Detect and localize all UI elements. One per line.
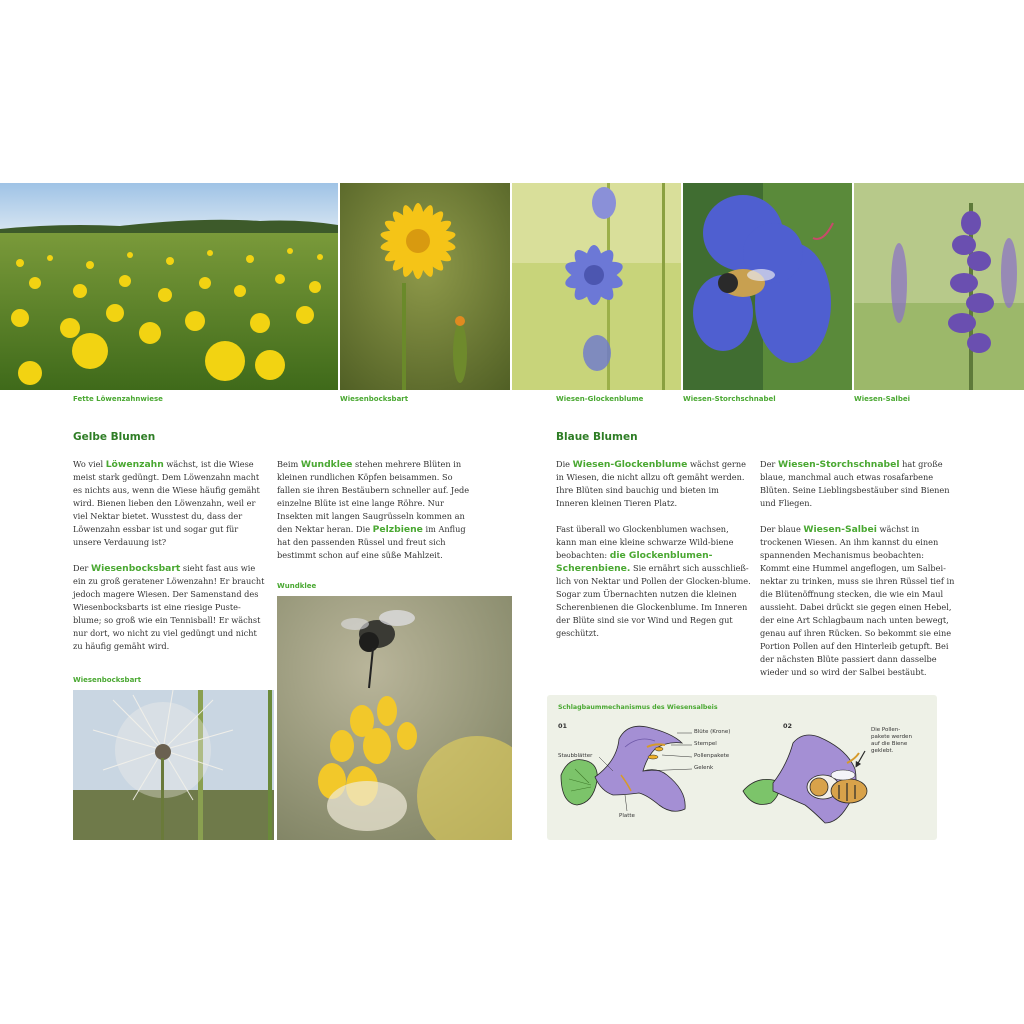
photo-harebell bbox=[512, 183, 681, 390]
sage-flower-step-1 bbox=[561, 726, 692, 811]
caption-goatsbeard-seedhead: Wiesenbocksbart bbox=[73, 676, 142, 684]
text-left-column-1 bbox=[73, 458, 268, 666]
label-joint: Gelenk bbox=[694, 765, 714, 771]
heading-blue-flowers: Blaue Blumen bbox=[556, 431, 638, 443]
caption-meadow-sage: Wiesen-Salbei bbox=[854, 395, 910, 403]
paragraph-dandelion: Wo viel Löwenzahn wächst, ist die Wiese meist stark gedüngt. Dem Löwenzahn macht es nichts aus, wenn die Wiese häufig gemäht wird. Bienen lieben den Löwenzahn, weil er viel Nektar bietet. Wusstest du, dass der Löwenzahn essbar ist und sogar gut für unsere Verdauung ist? bbox=[73, 459, 260, 547]
highlight-dandelion: Löwenzahn bbox=[105, 459, 164, 470]
diagram-step-1: 01 bbox=[558, 722, 568, 730]
diagram-illustration bbox=[547, 695, 937, 840]
photo-cranesbill-bee bbox=[683, 183, 852, 390]
caption-goatsbeard: Wiesenbocksbart bbox=[340, 395, 409, 403]
caption-cranesbill: Wiesen-Storchschnabel bbox=[683, 395, 776, 403]
paragraph-goatsbeard: Der Wiesenbocksbart sieht fast aus wie ein zu groß geratener Löwenzahn! Er braucht jedoch magere Wiesen. Der Samenstand des Wiesenbocksbarts ist eine riesige Puste-blume; so groß wie ein Tennisball! Er wächst nur dort, wo nicht zu viel gedüngt und nicht zu häufig gemäht wird. bbox=[73, 563, 265, 651]
highlight-goatsbeard: Wiesenbocksbart bbox=[90, 563, 181, 574]
caption-kidney-vetch: Wundklee bbox=[277, 582, 317, 590]
label-flower-crown: Blüte (Krone) bbox=[694, 729, 731, 735]
photo-goatsbeard-seedhead bbox=[73, 690, 274, 840]
heading-yellow-flowers: Gelbe Blumen bbox=[73, 431, 156, 443]
paragraph-meadow-sage: Der blaue Wiesen-Salbei wächst in trockenen Wiesen. An ihm kannst du einen spannenden Mechanismus beobachten: Kommt eine Hummel angeflogen, um Salbei-nektar zu trinken, muss sie ihren Rüssel tief in die Blütenöffnung stecken, die wie ein Maul aussieht. Dabei drückt sie gegen einen Hebel, der eine Art Schlagbaum nach unten bewegt, genau auf ihren Rücken. So bekommt sie eine Portion Pollen auf den Hinterleib getupft. Bei der nächsten Blüte passiert dann dasselbe wieder und so wird der Salbei bestäubt. bbox=[760, 524, 955, 677]
highlight-fur-bee: Pelzbiene bbox=[372, 524, 423, 535]
photo-kidney-vetch-bee bbox=[277, 596, 512, 840]
paragraph-scissor-bee: Fast überall wo Glockenblumen wachsen, kann man eine kleine schwarze Wild-biene beobachten: die Glockenblumen-Scherenbiene. Sie ernährt sich ausschließ-lich von Nektar und Pollen der Glocken-blume. Sogar zum Übernachten nutzen die kleinen Scherenbienen die Glockenblume. Im Inneren der Blüte sind sie vor Wind und Regen gut geschützt. bbox=[556, 524, 751, 638]
caption-dandelion-meadow: Fette Löwenzahnwiese bbox=[73, 395, 163, 403]
text-left-column-2 bbox=[277, 458, 472, 575]
sage-flower-step-2 bbox=[743, 735, 867, 823]
photo-dandelion-meadow bbox=[0, 183, 338, 390]
caption-harebell: Wiesen-Glockenblume bbox=[556, 395, 644, 403]
label-stamens: Staubblätter bbox=[558, 753, 593, 759]
label-pistil: Stempel bbox=[694, 741, 717, 747]
highlight-kidney-vetch: Wundklee bbox=[300, 459, 353, 470]
diagram-title: Schlagbaummechanismus des Wiesensalbeis bbox=[558, 704, 718, 711]
label-pollen-packets: Pollenpakete bbox=[694, 753, 730, 759]
paragraph-cranesbill: Der Wiesen-Storchschnabel hat große blaue, manchmal auch etwas rosafarbene Blüten. Seine Lieblingsbestäuber sind Bienen und Fliegen. bbox=[760, 459, 950, 508]
photo-meadow-sage bbox=[854, 183, 1024, 390]
photo-goatsbeard-flower bbox=[340, 183, 510, 390]
paragraph-harebell: Die Wiesen-Glockenblume wächst gerne in Wiesen, die nicht allzu oft gemäht werden. Ihre Blüten sind bauchig und bieten im Inneren kleinen Tieren Platz. bbox=[556, 459, 746, 508]
highlight-harebell: Wiesen-Glockenblume bbox=[572, 459, 688, 470]
diagram-sage-lever-mechanism bbox=[547, 695, 937, 840]
highlight-scissor-bee: die Glockenblumen-Scherenbiene. bbox=[556, 550, 713, 574]
text-right-column-1 bbox=[556, 458, 751, 653]
paragraph-kidney-vetch: Beim Wundklee stehen mehrere Blüten in kleinen rundlichen Köpfen beisammen. So fallen sie ihren Bestäubern schneller auf. Jede einzelne Blüte ist eine lange Röhre. Nur Insekten mit langen Saugrüsseln kommen an den Nektar heran. Die Pelzbiene im Anflug hat den passenden Rüssel und freut sich bestimmt schon auf eine süße Mahlzeit. bbox=[277, 459, 470, 560]
highlight-cranesbill: Wiesen-Storchschnabel bbox=[777, 459, 900, 470]
label-plate: Platte bbox=[619, 813, 635, 819]
label-pollen-note: Die Pollen- pakete werden auf die Biene geklebt. bbox=[871, 727, 912, 754]
diagram-step-2: 02 bbox=[783, 722, 793, 730]
text-right-column-2 bbox=[760, 458, 956, 692]
highlight-meadow-sage: Wiesen-Salbei bbox=[803, 524, 877, 535]
